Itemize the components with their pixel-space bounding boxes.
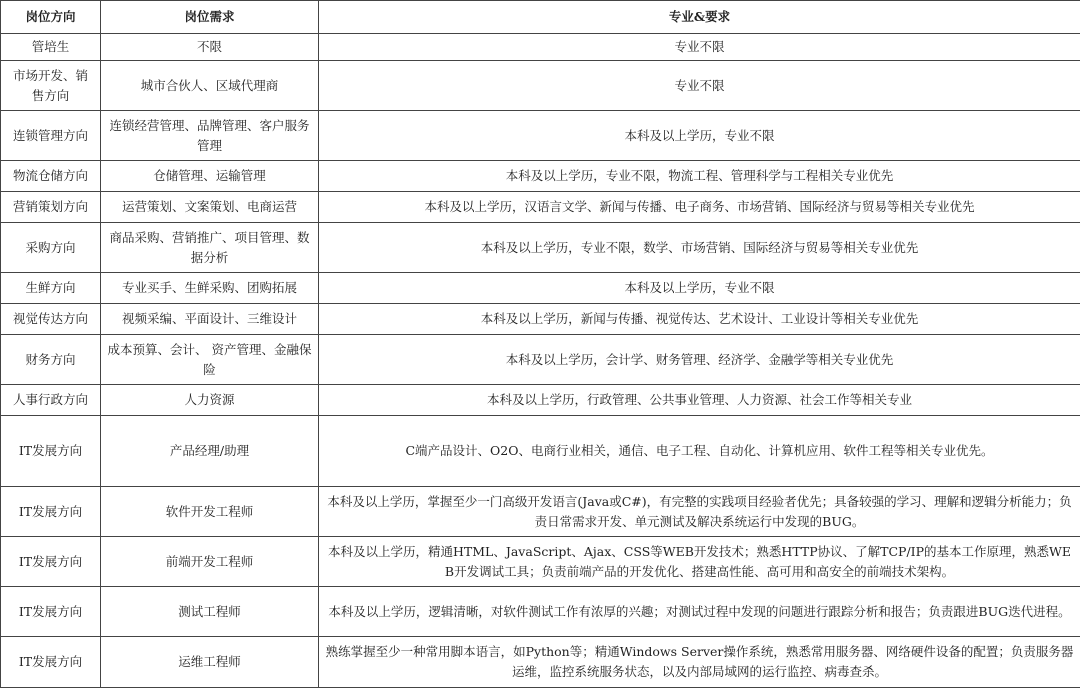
demand-cell: 前端开发工程师 <box>101 537 319 587</box>
direction-cell: 视觉传达方向 <box>1 304 101 335</box>
requirement-cell: 熟练掌握至少一种常用脚本语言，如Python等；精通Windows Server操作系统，熟悉常用服务器、网络硬件设备的配置；负责服务器运维，监控系统服务状态，以及内部局域网的运行监控、病毒查杀。 <box>319 637 1080 688</box>
direction-cell: IT发展方向 <box>1 537 101 587</box>
direction-cell: IT发展方向 <box>1 587 101 637</box>
demand-cell: 城市合伙人、区域代理商 <box>101 61 319 111</box>
requirement-cell: 本科及以上学历，汉语言文学、新闻与传播、电子商务、市场营销、国际经济与贸易等相关专业优先 <box>319 192 1080 223</box>
header-direction: 岗位方向 <box>1 1 101 34</box>
direction-cell: 生鲜方向 <box>1 273 101 304</box>
demand-cell: 人力资源 <box>101 385 319 416</box>
direction-cell: IT发展方向 <box>1 416 101 487</box>
table-row <box>1 192 1080 223</box>
demand-cell: 连锁经营管理、品牌管理、客户服务管理 <box>101 111 319 161</box>
table-row <box>1 587 1080 637</box>
demand-cell: 仓储管理、运输管理 <box>101 161 319 192</box>
table-row <box>1 385 1080 416</box>
demand-cell: 不限 <box>101 34 319 61</box>
demand-cell: 测试工程师 <box>101 587 319 637</box>
demand-cell: 运营策划、文案策划、电商运营 <box>101 192 319 223</box>
direction-cell: 财务方向 <box>1 335 101 385</box>
demand-cell: 视频采编、平面设计、三维设计 <box>101 304 319 335</box>
requirement-cell: 本科及以上学历，掌握至少一门高级开发语言(Java或C#)，有完整的实践项目经验者优先；具备较强的学习、理解和逻辑分析能力；负责日常需求开发、单元测试及解决系统运行中发现的BUG。 <box>319 487 1080 537</box>
direction-cell: 管培生 <box>1 34 101 61</box>
table-row <box>1 223 1080 273</box>
demand-cell: 专业买手、生鲜采购、团购拓展 <box>101 273 319 304</box>
direction-cell: 物流仓储方向 <box>1 161 101 192</box>
requirement-cell: 本科及以上学历，会计学、财务管理、经济学、金融学等相关专业优先 <box>319 335 1080 385</box>
requirement-cell: 本科及以上学历，新闻与传播、视觉传达、艺术设计、工业设计等相关专业优先 <box>319 304 1080 335</box>
requirement-cell: 本科及以上学历，专业不限 <box>319 111 1080 161</box>
requirement-cell: 专业不限 <box>319 34 1080 61</box>
table-row <box>1 335 1080 385</box>
table-row <box>1 111 1080 161</box>
requirement-cell: 本科及以上学历，精通HTML、JavaScript、Ajax、CSS等WEB开发技术；熟悉HTTP协议、了解TCP/IP的基本工作原理，熟悉WEB开发调试工具；负责前端产品的开发优化、搭建高性能、高可用和高安全的前端技术架构。 <box>319 537 1080 587</box>
direction-cell: 人事行政方向 <box>1 385 101 416</box>
direction-cell: 采购方向 <box>1 223 101 273</box>
header-requirement: 专业&要求 <box>319 1 1080 34</box>
table-row <box>1 416 1080 487</box>
table-row <box>1 637 1080 688</box>
requirement-cell: 本科及以上学历，行政管理、公共事业管理、人力资源、社会工作等相关专业 <box>319 385 1080 416</box>
direction-cell: IT发展方向 <box>1 637 101 688</box>
direction-cell: 连锁管理方向 <box>1 111 101 161</box>
table-header-row <box>1 1 1080 34</box>
demand-cell: 产品经理/助理 <box>101 416 319 487</box>
table-row <box>1 304 1080 335</box>
requirement-cell: 本科及以上学历，专业不限 <box>319 273 1080 304</box>
requirement-cell: 本科及以上学历，逻辑清晰，对软件测试工作有浓厚的兴趣；对测试过程中发现的问题进行跟踪分析和报告；负责跟进BUG迭代进程。 <box>319 587 1080 637</box>
table-row <box>1 487 1080 537</box>
demand-cell: 软件开发工程师 <box>101 487 319 537</box>
direction-cell: 市场开发、销售方向 <box>1 61 101 111</box>
demand-cell: 成本预算、会计、 资产管理、金融保险 <box>101 335 319 385</box>
requirement-cell: 本科及以上学历，专业不限，数学、市场营销、国际经济与贸易等相关专业优先 <box>319 223 1080 273</box>
direction-cell: 营销策划方向 <box>1 192 101 223</box>
table-row <box>1 161 1080 192</box>
header-demand: 岗位需求 <box>101 1 319 34</box>
requirement-cell: C端产品设计、O2O、电商行业相关，通信、电子工程、自动化、计算机应用、软件工程等相关专业优先。 <box>319 416 1080 487</box>
table-row <box>1 61 1080 111</box>
table-row <box>1 537 1080 587</box>
direction-cell: IT发展方向 <box>1 487 101 537</box>
demand-cell: 运维工程师 <box>101 637 319 688</box>
demand-cell: 商品采购、营销推广、项目管理、数据分析 <box>101 223 319 273</box>
table-row <box>1 273 1080 304</box>
requirement-cell: 专业不限 <box>319 61 1080 111</box>
requirement-cell: 本科及以上学历，专业不限，物流工程、管理科学与工程相关专业优先 <box>319 161 1080 192</box>
table-row <box>1 34 1080 61</box>
